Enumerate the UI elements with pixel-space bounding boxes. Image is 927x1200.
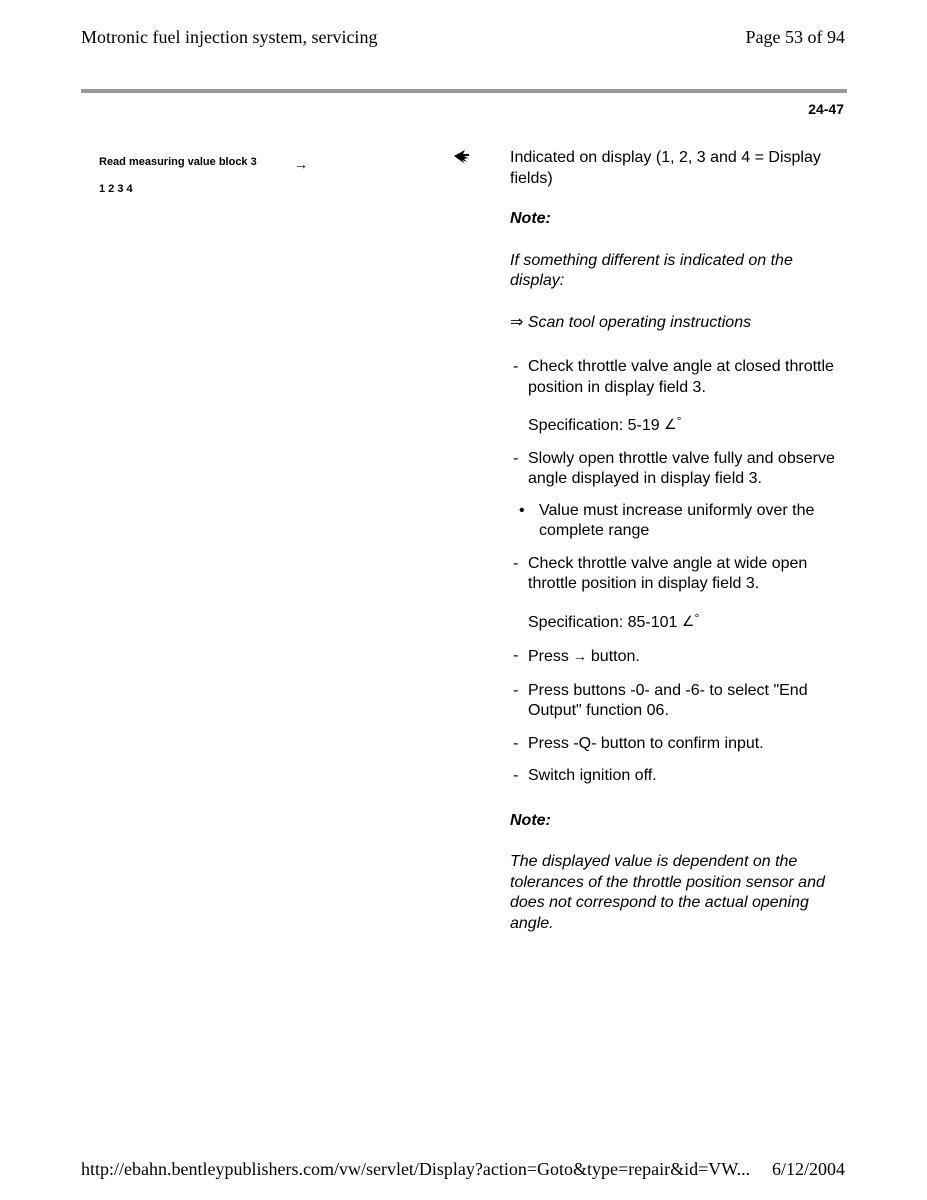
specification: [510, 608, 840, 634]
step-text-after: button.: [590, 648, 640, 665]
right-arrow-icon: →: [294, 156, 308, 172]
page-counter: Page 53 of 94: [745, 27, 845, 47]
step-text: Press -Q- button to confirm input.: [528, 734, 764, 752]
step-text: Press buttons -0- and -6- to select "End Output" function 06.: [528, 681, 808, 719]
right-arrow-icon: →: [572, 648, 587, 664]
bullet-item: [510, 501, 840, 542]
spec-text: Specification: 5-19: [528, 417, 660, 434]
source-url[interactable]: http://ebahn.bentleypublishers.com/vw/servlet/Display?action=Goto&type=repair&id=VW...: [81, 1159, 751, 1179]
instruction-column: [510, 148, 840, 934]
pointing-hand-icon: [453, 148, 471, 166]
step-item: [510, 766, 840, 787]
step-dash: -: [513, 767, 519, 784]
step-text: Check throttle valve angle at wide open throttle position in display field 3.: [528, 554, 808, 592]
step-dash: -: [513, 449, 519, 467]
step-text: Slowly open throttle valve fully and observe angle displayed in display field 3.: [528, 449, 835, 487]
angle-icon: ∠: [664, 416, 677, 432]
step-item: [510, 646, 840, 668]
section-number: 24-47: [808, 101, 844, 117]
step-item: [510, 554, 840, 595]
step-item: [510, 449, 840, 490]
degree-icon: °: [694, 610, 700, 625]
display-fields-intro: Indicated on display (1, 2, 3 and 4 = Display fields): [510, 149, 821, 187]
reference-text: Scan tool operating instructions: [527, 313, 752, 331]
specification: [510, 411, 840, 437]
step-dash: -: [513, 734, 519, 752]
step-dash: -: [513, 358, 519, 375]
document-title: Motronic fuel injection system, servicing: [81, 27, 378, 47]
step-dash: -: [513, 681, 519, 699]
spec-text: Specification: 85-101: [528, 613, 678, 631]
step-text-before: Press: [528, 648, 569, 665]
note-heading: Note:: [510, 210, 551, 227]
reference-link[interactable]: [510, 313, 840, 334]
bullet-text: Value must increase uniformly over the complete range: [539, 501, 815, 539]
note-text: The displayed value is dependent on the tolerances of the throttle position sensor and does not correspond to the actual opening angle.: [510, 853, 825, 932]
tester-display: [99, 156, 359, 210]
display-line-1: Read measuring value block 3: [99, 156, 257, 168]
step-text: Check throttle valve angle at closed throttle position in display field 3.: [528, 358, 834, 396]
print-date: 6/12/2004: [771, 1159, 845, 1179]
bullet-icon: •: [519, 501, 525, 519]
degree-icon: °: [676, 414, 682, 428]
angle-icon: ∠: [681, 612, 695, 629]
header-divider: [81, 89, 847, 93]
note-text: If something different is indicated on the display:: [510, 251, 793, 289]
step-item: [510, 734, 840, 755]
step-item: [510, 681, 840, 722]
step-dash: -: [513, 647, 519, 664]
double-arrow-icon: ⇒: [510, 313, 524, 331]
step-item: [510, 357, 840, 398]
display-line-2: 1 2 3 4: [99, 183, 133, 195]
note-heading: Note:: [510, 811, 551, 829]
step-text: Switch ignition off.: [528, 767, 657, 784]
step-dash: -: [513, 554, 519, 572]
